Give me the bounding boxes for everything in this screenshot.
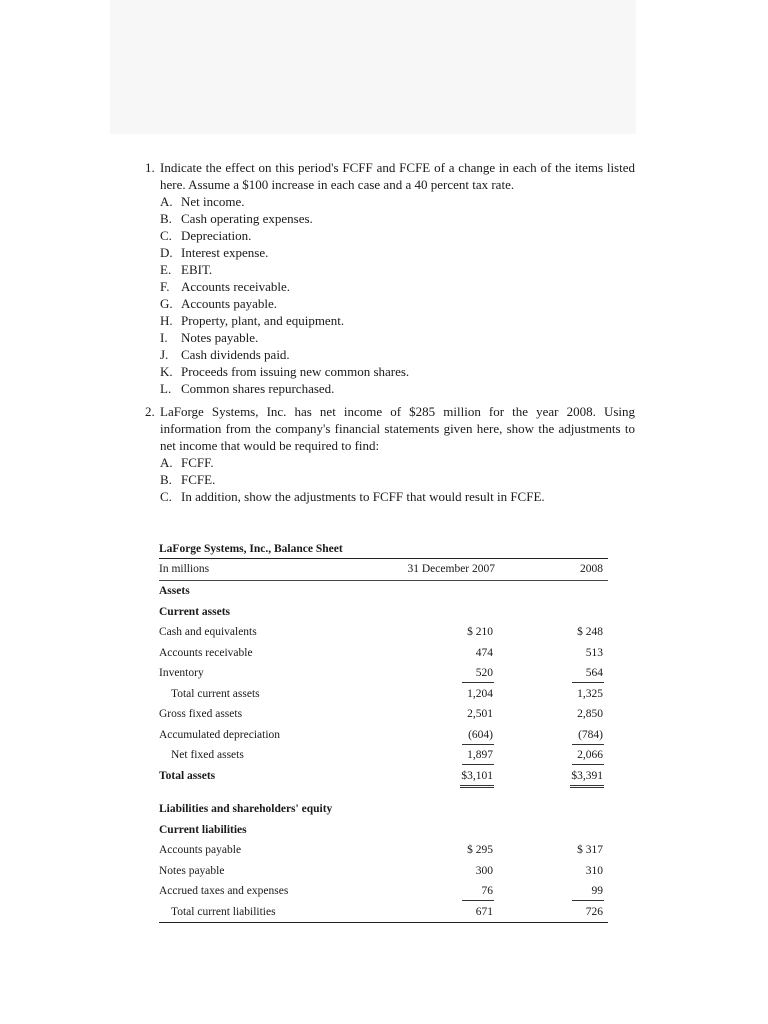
row-label: Inventory [159,667,204,679]
table-row [159,902,608,924]
option-item [160,295,635,312]
value-2008: $3,391 [570,768,604,788]
option-letter: G. [160,296,173,311]
row-label: Net fixed assets [171,749,244,761]
value-2007: 76 [462,883,494,901]
value-2008: 726 [585,905,603,918]
value-2007: 2,501 [467,708,493,720]
question-number: 2. [145,404,155,419]
table-row [159,840,608,861]
option-letter: B. [160,472,172,487]
value-2007: 300 [475,864,493,877]
option-text: Depreciation. [181,228,252,243]
option-text: Interest expense. [181,245,269,260]
table-row [159,745,608,766]
option-letter: K. [160,364,173,379]
value-2007: $ 295 [467,844,493,856]
value-2007: 1,897 [462,747,494,765]
table-row [159,725,608,746]
value-2008: 310 [585,864,603,877]
value-2008: $ 317 [577,844,603,856]
table-row [159,881,608,902]
section-heading [159,820,608,841]
option-item [160,312,635,329]
option-letter: F. [160,279,170,294]
header-label: In millions [159,563,210,575]
question-text: LaForge Systems, Inc. has net income of $285 million for the year 2008. Using information from the company's financial statements given here, show the adjustments to net income that would be required to find: [160,404,635,453]
row-label: Accounts receivable [159,646,253,659]
table-row [159,684,608,705]
value-2008: 99 [572,883,604,901]
option-letter: C. [160,489,172,504]
row-label: Accrued taxes and expenses [159,885,289,897]
value-2008: 2,850 [577,708,603,720]
option-item [160,210,635,227]
question-2 [145,403,635,505]
value-2007: 1,204 [467,687,493,700]
header-col-2007: 31 December 2007 [407,563,495,575]
table-row [159,704,608,725]
option-item [160,488,635,505]
option-item [160,346,635,363]
row-label: Liabilities and shareholders' equity [159,803,333,815]
option-text: Accounts payable. [181,296,278,311]
option-letter: B. [160,211,172,226]
option-item [160,193,635,210]
row-label: Accounts payable [159,844,242,856]
value-2008: 1,325 [577,687,603,700]
section-spacer [159,786,608,799]
option-text: Proceeds from issuing new common shares. [181,364,410,379]
option-item [160,227,635,244]
table-row [159,766,608,787]
option-letter: J. [160,347,169,362]
question-text: Indicate the effect on this period's FCFF and FCFE of a change in each of the items listed here. Assume a $100 increase in each case and a 40 percent tax rate. [160,160,635,192]
row-label: Total current assets [171,687,260,700]
option-text: Common shares repurchased. [181,381,335,396]
row-label: Notes payable [159,864,225,877]
option-list [160,454,635,505]
option-letter: C. [160,228,172,243]
option-letter: I. [160,330,168,345]
table-row [159,861,608,882]
question-1 [145,159,635,397]
value-2008: 2,066 [572,747,604,765]
value-2008: $ 248 [577,626,603,638]
value-2007: $3,101 [460,768,494,788]
option-item [160,244,635,261]
question-number: 1. [145,160,155,175]
option-text: Accounts receivable. [181,279,291,294]
table-title: LaForge Systems, Inc., Balance Sheet [159,543,343,555]
option-text: Notes payable. [181,330,259,345]
section-heading [159,581,608,602]
row-label: Total current liabilities [171,905,276,918]
option-text: Net income. [181,194,245,209]
option-item [160,329,635,346]
option-text: Property, plant, and equipment. [181,313,345,328]
option-text: Cash operating expenses. [181,211,313,226]
value-2008: 564 [572,665,604,683]
option-item [160,261,635,278]
option-list [160,193,635,397]
header-col-2008: 2008 [580,563,603,575]
option-item [160,380,635,397]
table-row [159,622,608,643]
option-text: In addition, show the adjustments to FCFF that would result in FCFE. [181,489,545,504]
option-text: FCFE. [181,472,216,487]
option-letter: L. [160,381,172,396]
row-label: Gross fixed assets [159,708,243,720]
row-label: Current liabilities [159,823,247,836]
option-text: FCFF. [181,455,214,470]
table-row [159,663,608,684]
row-label: Current assets [159,605,231,618]
section-heading [159,799,608,820]
option-text: EBIT. [181,262,213,277]
value-2007: 520 [462,665,494,683]
value-2007: (604) [462,727,494,745]
option-letter: A. [160,194,173,209]
value-2008: (784) [572,727,604,745]
value-2007: $ 210 [467,626,493,638]
option-letter: E. [160,262,172,277]
option-item [160,471,635,488]
row-label: Total assets [159,769,216,782]
section-heading [159,602,608,623]
value-2007: 671 [475,905,493,918]
option-item [160,278,635,295]
option-item [160,454,635,471]
table-header-row [159,559,608,581]
top-blank-band [110,0,636,134]
row-label: Cash and equivalents [159,626,257,638]
row-label: Accumulated depreciation [159,728,281,741]
balance-sheet-table [159,540,608,923]
table-row [159,643,608,664]
value-2007: 474 [475,646,493,659]
option-item [160,363,635,380]
value-2008: 513 [585,646,603,659]
option-letter: A. [160,455,173,470]
option-text: Cash dividends paid. [181,347,290,362]
option-letter: D. [160,245,173,260]
option-letter: H. [160,313,173,328]
row-label: Assets [159,585,190,597]
